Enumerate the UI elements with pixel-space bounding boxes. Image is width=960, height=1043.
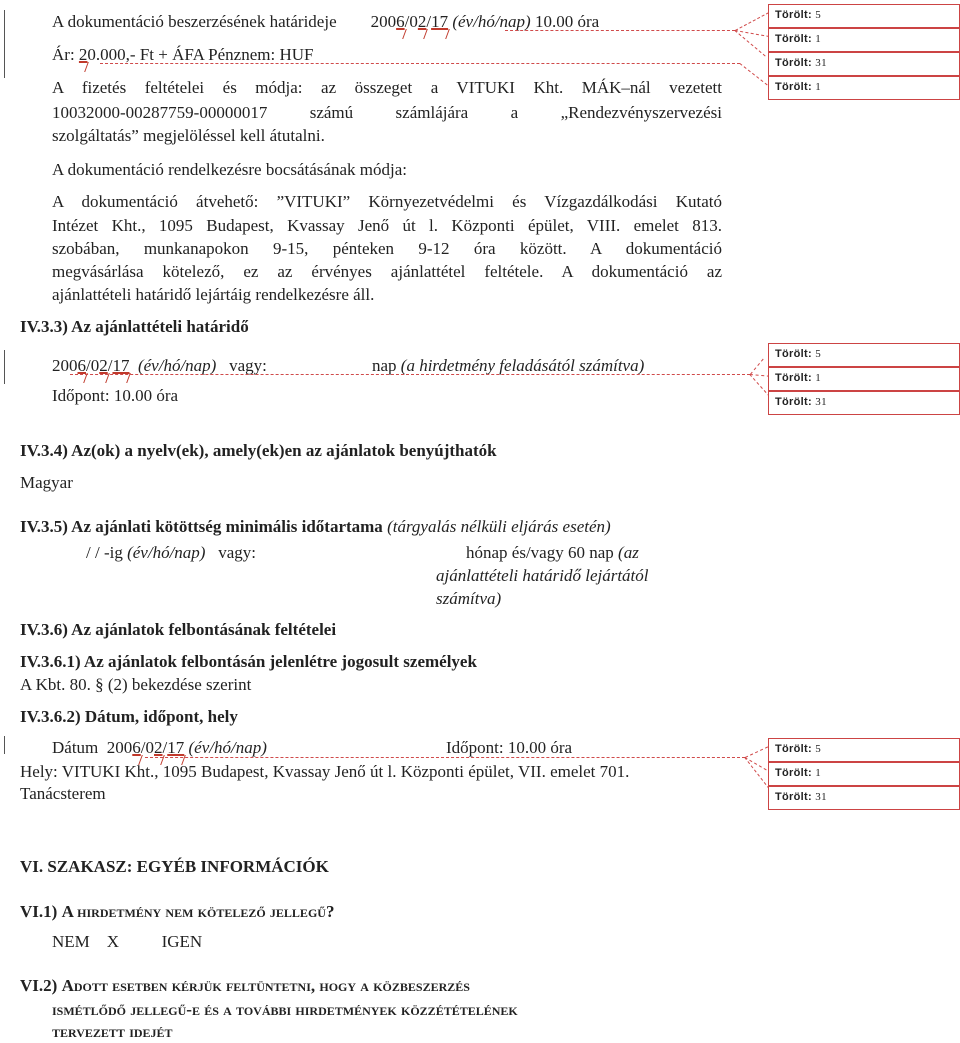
iv362-place: Hely: VITUKI Kht., 1095 Budapest, Kvassay Jenő út l. Központi épület, VII. emelet 701.: [20, 762, 630, 781]
comment-connector: [745, 746, 768, 757]
payment-line-3: szolgáltatás” megjelöléssel kell átutalni.: [52, 126, 325, 145]
payment-line-1: A fizetés feltételei és módja: az összeget a VITUKI Kht. MÁK–nál vezetett: [52, 78, 722, 97]
comment-connector: [100, 63, 740, 64]
change-bar: [4, 736, 5, 754]
comment-connector: [735, 12, 769, 31]
deleted-note[interactable]: Törölt: 31: [768, 52, 960, 76]
change-bar: [4, 350, 5, 384]
vi2-line-2: ismétlődő jellegű-e és a további hirdetmények közzétételének: [52, 1000, 518, 1019]
inserted-text: 2: [99, 356, 108, 375]
iv35-note-2: ajánlattételi határidő lejártától: [436, 566, 649, 585]
inserted-text: 17: [112, 356, 130, 375]
section-heading-iv33: IV.3.3) Az ajánlattételi határidő: [20, 317, 249, 336]
deleted-note[interactable]: Törölt: 5: [768, 343, 960, 367]
selected-mark: X: [106, 932, 120, 951]
iv33-nap: nap (a hirdetmény feladásától számítva): [372, 356, 645, 375]
section-heading-iv36: IV.3.6) Az ajánlatok felbontásának feltételei: [20, 620, 337, 639]
inserted-text: 2: [417, 12, 427, 31]
inserted-text: 6: [77, 356, 86, 375]
inserted-text: 17: [431, 12, 449, 31]
iv362-time: Időpont: 10.00 óra: [446, 738, 573, 757]
inserted-text: 17: [167, 738, 185, 757]
deleted-note[interactable]: Törölt: 1: [768, 367, 960, 391]
section-heading-vi1: VI.1) A hirdetmény nem kötelező jellegű?: [20, 902, 335, 921]
comment-connector: [750, 359, 764, 375]
comment-connector: [739, 63, 767, 85]
section-heading-iv361: IV.3.6.1) Az ajánlatok felbontásán jelenlétre jogosult személyek: [20, 652, 477, 671]
inserted-text: 2: [78, 45, 88, 64]
comment-connector: [749, 374, 770, 397]
iv35-months: hónap és/vagy 60 nap (az: [466, 543, 639, 562]
vi1-answer: NEM X IGEN: [52, 932, 203, 951]
iv33-time: Időpont: 10.00 óra: [52, 386, 179, 405]
iv35-date-line: / / -ig (év/hó/nap) vagy:: [86, 543, 256, 562]
availability-line-4: megvásárlása kötelező, ez az érvényes ajánlattétel feltétele. A dokumentáció az: [52, 262, 722, 281]
deleted-note[interactable]: Törölt: 31: [768, 391, 960, 415]
availability-line-5: ajánlattételi határidő lejártáig rendelkezésre áll.: [52, 285, 375, 304]
section-heading-iv362: IV.3.6.2) Dátum, időpont, hely: [20, 707, 238, 726]
iv33-date-line: 2006/02/17 (év/hó/nap) vagy:: [52, 356, 267, 375]
iv35-note-3: számítva): [436, 589, 502, 608]
change-bar: [4, 10, 5, 78]
comment-connector: [744, 757, 769, 789]
section-heading-iv35: IV.3.5) Az ajánlati kötöttség minimális időtartama (tárgyalás nélküli eljárás esetén): [20, 517, 611, 536]
availability-heading: A dokumentáció rendelkezésre bocsátásának módja:: [52, 160, 407, 179]
payment-line-2: 10032000-00287759-00000017 számú számlájára a „Rendezvényszervezési: [52, 103, 722, 122]
deleted-note[interactable]: Törölt: 5: [768, 738, 960, 762]
price-line: Ár: 20.000,- Ft + ÁFA Pénznem: HUF: [52, 45, 314, 64]
section-heading-vi2: VI.2) Adott esetben kérjük feltüntetni, hogy a közbeszerzés: [20, 976, 470, 995]
deleted-note[interactable]: Törölt: 1: [768, 28, 960, 52]
inserted-text: 6: [396, 12, 405, 31]
comment-connector: [145, 757, 745, 758]
inserted-text: 2: [154, 738, 163, 757]
iv362-date-line: Dátum 2006/02/17 (év/hó/nap): [52, 738, 267, 757]
iv34-value: Magyar: [20, 473, 73, 492]
availability-line-3: szobában, munkanapokon 9-15, pénteken 9-12 óra között. A dokumentáció: [52, 239, 722, 258]
inserted-text: 6: [132, 738, 141, 757]
section-heading-vi: VI. SZAKASZ: EGYÉB INFORMÁCIÓK: [20, 857, 329, 876]
comment-connector: [70, 374, 750, 375]
iv361-value: A Kbt. 80. § (2) bekezdése szerint: [20, 675, 252, 694]
comment-connector: [505, 30, 735, 31]
deleted-note[interactable]: Törölt: 5: [768, 4, 960, 28]
vi2-line-3: tervezett idejét: [52, 1022, 173, 1041]
availability-line-2: Intézet Kht., 1095 Budapest, Kvassay Jenő út l. Központi épület, VIII. emelet 813.: [52, 216, 722, 235]
section-heading-iv34: IV.3.4) Az(ok) a nyelv(ek), amely(ek)en az ajánlatok benyújthatók: [20, 441, 497, 460]
comment-connector: [745, 757, 767, 770]
deleted-note[interactable]: Törölt: 31: [768, 786, 960, 810]
doc-deadline-line: A dokumentáció beszerzésének határideje 2006/02/17 (év/hó/nap) 10.00 óra: [52, 12, 600, 31]
deleted-note[interactable]: Törölt: 1: [768, 76, 960, 100]
deleted-note[interactable]: Törölt: 1: [768, 762, 960, 786]
availability-line-1: A dokumentáció átvehető: ”VITUKI” Környezetvédelmi és Vízgazdálkodási Kutató: [52, 192, 722, 211]
iv362-place-room: Tanácsterem: [20, 784, 106, 803]
